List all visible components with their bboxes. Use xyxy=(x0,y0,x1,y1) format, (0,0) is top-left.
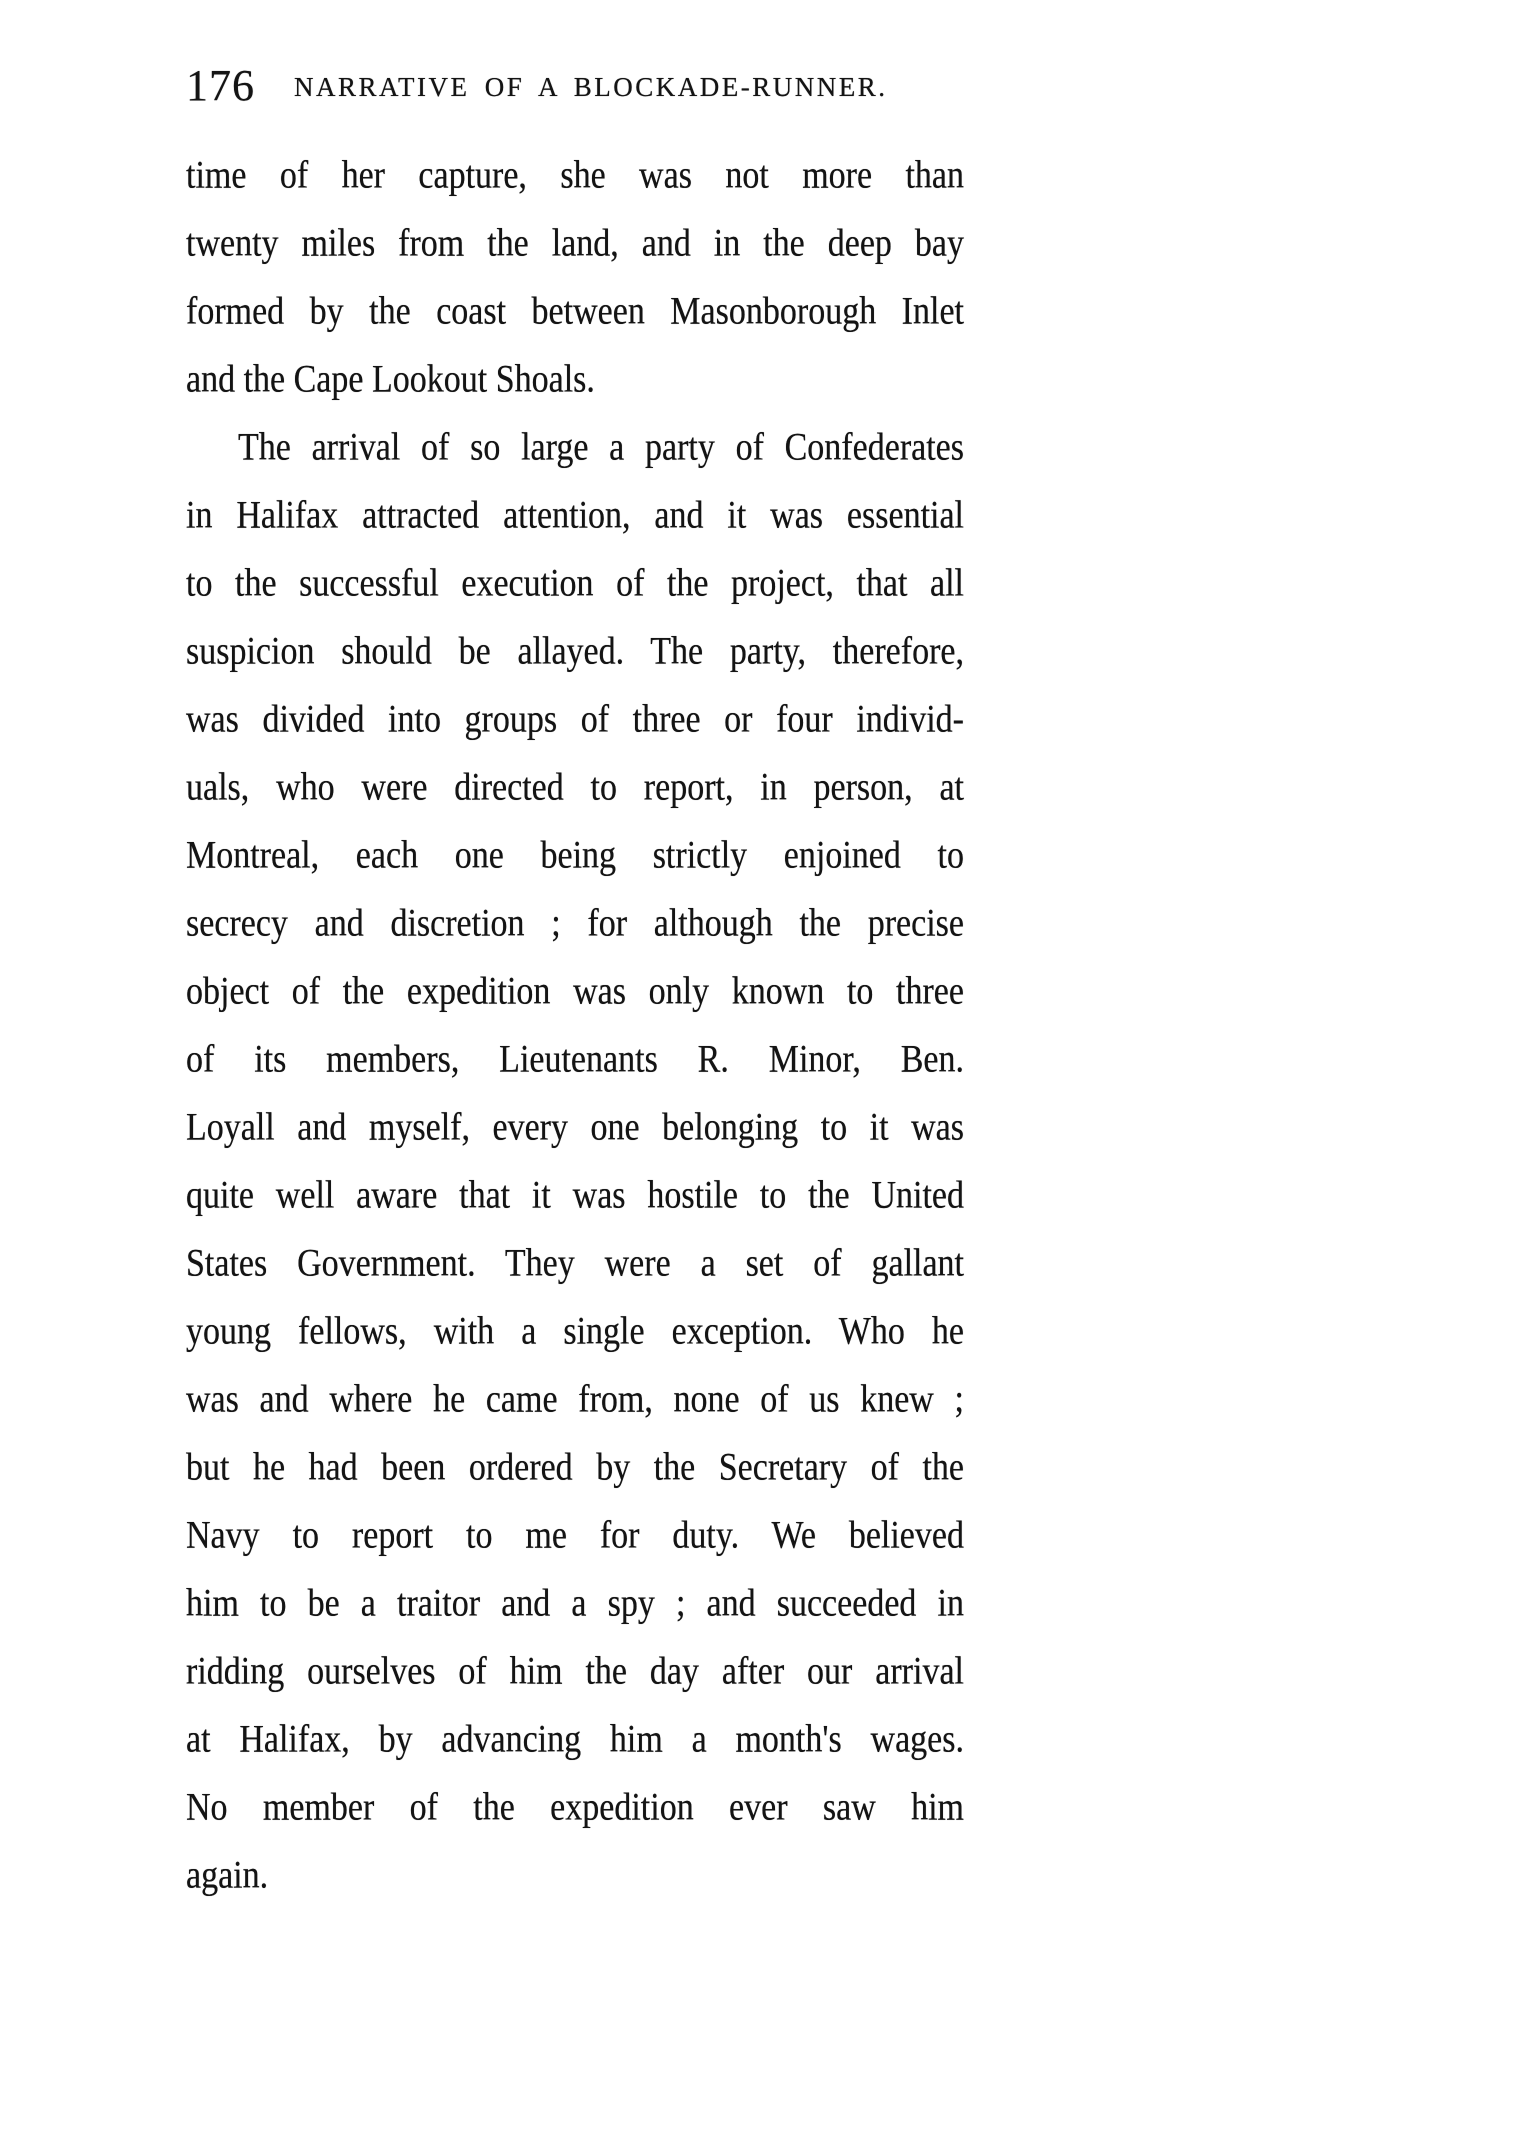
text-line: uals, who were directed to report, in person, at xyxy=(186,766,964,809)
text-line: in Halifax attracted attention, and it was essential xyxy=(186,494,964,537)
text-line: young fellows, with a single exception. Who he xyxy=(186,1310,964,1353)
text-line: Montreal, each one being strictly enjoined to xyxy=(186,834,964,877)
text-line: The arrival of so large a party of Confederates xyxy=(238,426,964,469)
text-line: ridding ourselves of him the day after our arrival xyxy=(186,1650,964,1693)
page-number: 176 xyxy=(186,61,255,110)
text-line: of its members, Lieutenants R. Minor, Ben. xyxy=(186,1038,964,1081)
text-line: secrecy and discretion ; for although the precise xyxy=(186,902,964,945)
text-line: quite well aware that it was hostile to the United xyxy=(186,1174,964,1217)
text-line: was and where he came from, none of us knew ; xyxy=(186,1378,964,1421)
body-text xyxy=(186,142,964,1910)
text-line: No member of the expedition ever saw him xyxy=(186,1786,964,1829)
text-line: him to be a traitor and a spy ; and succeeded in xyxy=(186,1582,964,1625)
text-line: Loyall and myself, every one belonging to it was xyxy=(186,1106,964,1149)
text-line: but he had been ordered by the Secretary of the xyxy=(186,1446,964,1489)
text-line: Navy to report to me for duty. We believed xyxy=(186,1514,964,1557)
text-line: at Halifax, by advancing him a month's wages. xyxy=(186,1718,964,1761)
page-header xyxy=(186,60,966,116)
text-line: and the Cape Lookout Shoals. xyxy=(186,358,595,401)
text-line: suspicion should be allayed. The party, therefore, xyxy=(186,630,964,673)
running-title: NARRATIVE OF A BLOCKADE-RUNNER. xyxy=(294,72,888,102)
text-line: twenty miles from the land, and in the deep bay xyxy=(186,222,964,265)
text-line: formed by the coast between Masonborough Inlet xyxy=(186,290,964,333)
text-line: time of her capture, she was not more than xyxy=(186,154,964,197)
text-line: States Government. They were a set of gallant xyxy=(186,1242,964,1285)
text-line: again. xyxy=(186,1854,269,1897)
text-line: object of the expedition was only known to three xyxy=(186,970,964,1013)
text-line: to the successful execution of the project, that all xyxy=(186,562,964,605)
text-line: was divided into groups of three or four individ- xyxy=(186,698,964,741)
